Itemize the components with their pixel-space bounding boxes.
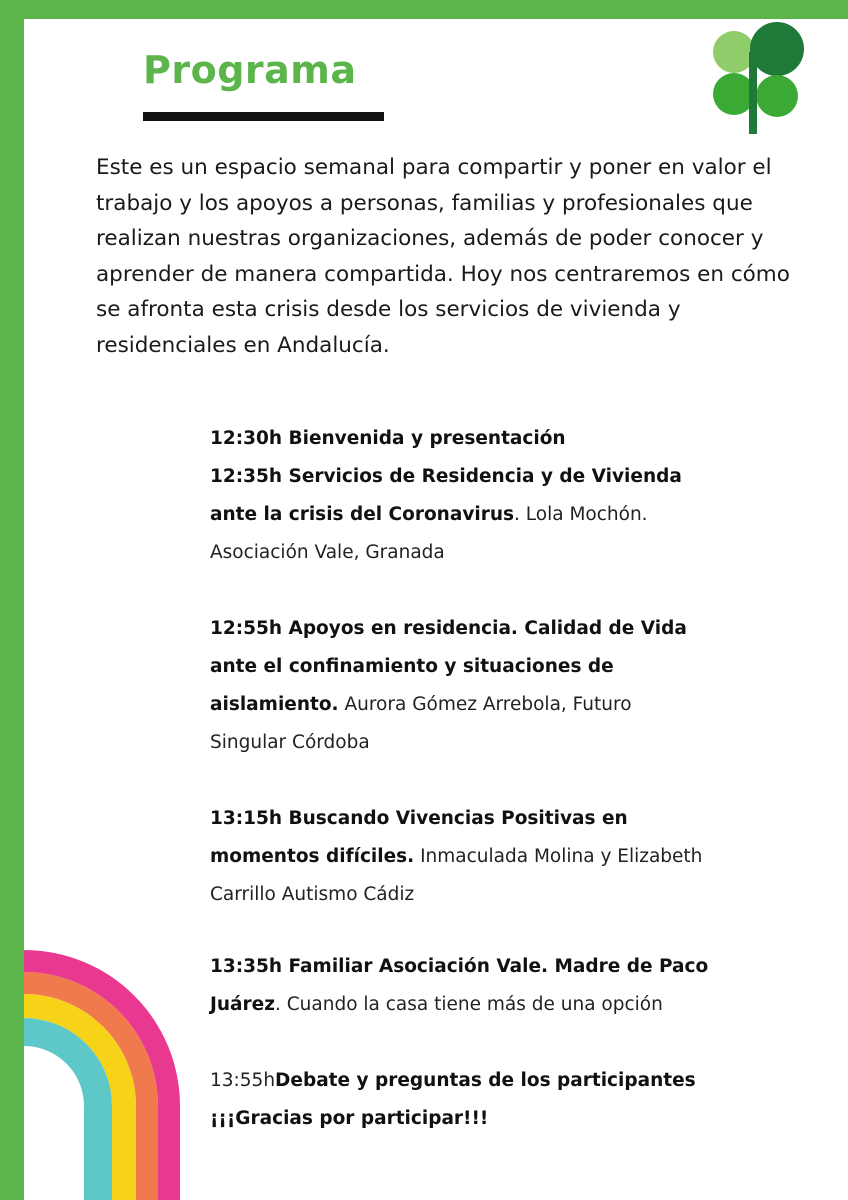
intro-line: Este es un espacio semanal para compartir y poner en valor el xyxy=(96,155,772,180)
schedule-item-organization: Singular Córdoba xyxy=(210,732,370,753)
schedule-item-residence-support xyxy=(210,610,810,762)
schedule-item-debate xyxy=(210,1062,810,1138)
schedule-item-speaker: Aurora Gómez Arrebola, Futuro xyxy=(338,694,632,715)
schedule-item-line xyxy=(210,838,810,876)
schedule-item-family-talk xyxy=(210,948,810,1024)
intro-line: trabajo y los apoyos a personas, familias y profesionales que xyxy=(96,190,753,216)
schedule-item-heading: 12:30h Bienvenida y presentación xyxy=(210,428,566,449)
schedule-item-organization: Carrillo Autismo Cádiz xyxy=(210,884,415,905)
schedule-item-heading: 12:35h Servicios de Residencia y de Vivienda xyxy=(210,466,682,487)
schedule-item-line xyxy=(210,986,810,1024)
schedule-item-speaker: . Lola Mochón. xyxy=(514,504,648,525)
intro-line: realizan nuestras organizaciones, además de poder conocer y xyxy=(96,226,764,251)
left-border xyxy=(0,0,24,1200)
intro-line: aprender de manera compartida. Hoy nos centraremos en cómo xyxy=(96,261,790,287)
intro-line: se afronta esta crisis desde los servicios de vivienda y xyxy=(96,297,681,322)
schedule-item-speaker: . Cuando la casa tiene más de una opción xyxy=(274,994,663,1015)
clover-logo-icon xyxy=(704,22,814,138)
schedule-item-heading: 13:15h Buscando Vivencias Positivas en xyxy=(210,808,628,829)
schedule-item-heading-continued: aislamiento. xyxy=(210,694,339,715)
schedule-item-heading-continued: ante el confinamiento y situaciones de xyxy=(210,656,614,677)
schedule-item-heading: 12:55h Apoyos en residencia. Calidad de Vida xyxy=(210,618,687,639)
schedule-item-residence-services xyxy=(210,458,810,572)
top-border xyxy=(0,0,840,19)
rainbow-icon xyxy=(24,940,194,1200)
schedule-item-line xyxy=(210,1062,810,1100)
top-right-border xyxy=(840,0,848,19)
schedule-item-line xyxy=(210,686,810,724)
schedule-item-welcome xyxy=(210,420,810,458)
schedule-item-heading-continued: momentos difíciles. xyxy=(210,846,415,867)
schedule-item-heading: Debate y preguntas de los participantes xyxy=(275,1070,696,1091)
schedule-item-line xyxy=(210,496,810,534)
page-title: Programa xyxy=(143,48,357,92)
title-underline xyxy=(143,112,384,121)
intro-paragraph xyxy=(96,150,848,363)
schedule-item-heading-continued: ante la crisis del Coronavirus xyxy=(210,504,515,525)
schedule-item-heading: 13:35h Familiar Asociación Vale. Madre de Paco xyxy=(210,956,709,977)
intro-line: residenciales en Andalucía. xyxy=(96,332,390,358)
schedule-item-time: 13:55h xyxy=(210,1070,276,1091)
schedule-item-positive-experiences xyxy=(210,800,810,914)
schedule-item-heading-continued: Juárez xyxy=(210,994,275,1015)
schedule-item-speaker: Inmaculada Molina y Elizabeth xyxy=(414,846,703,867)
schedule-item-organization: Asociación Vale, Granada xyxy=(210,542,445,563)
closing-thanks: ¡¡¡Gracias por participar!!! xyxy=(210,1108,489,1129)
